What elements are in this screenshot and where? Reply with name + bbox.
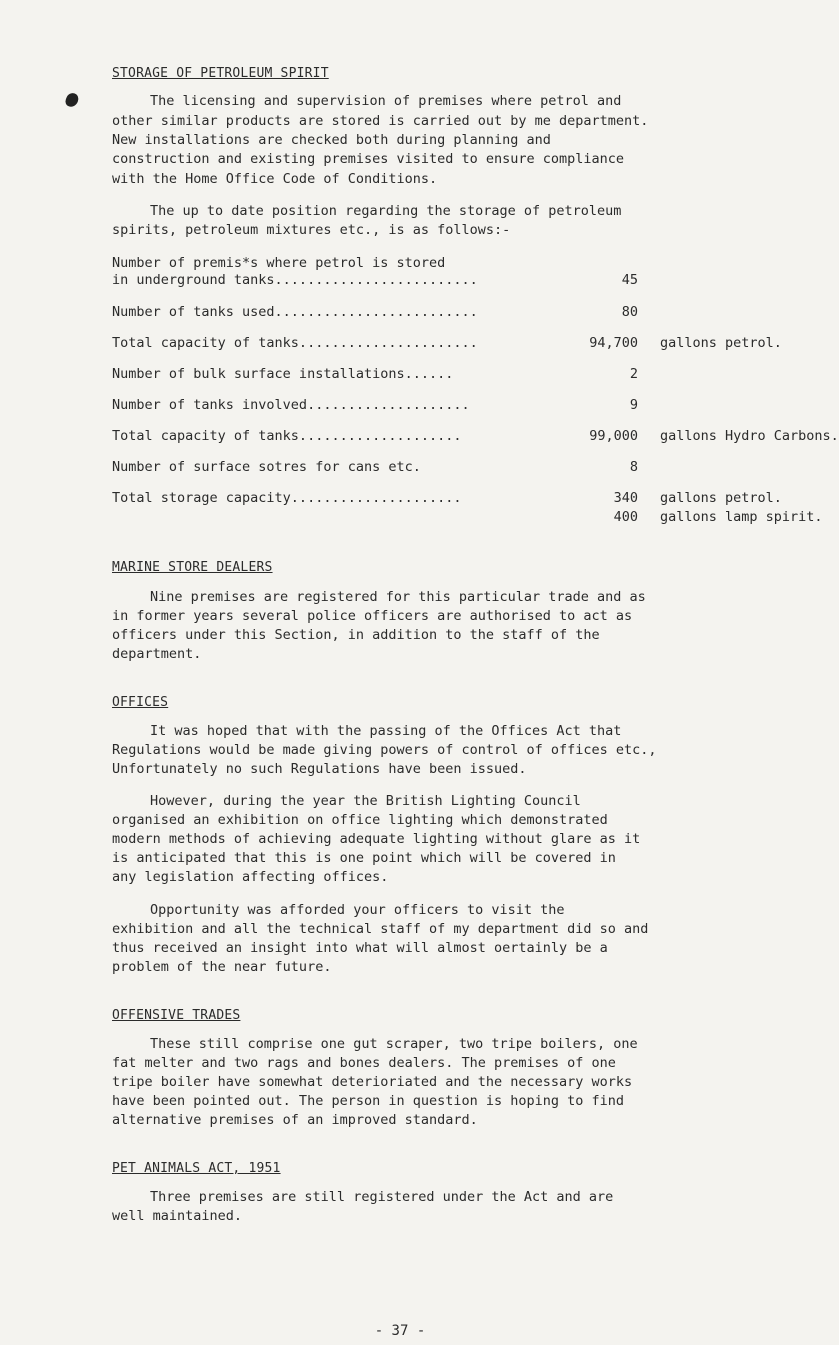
stats-row	[112, 304, 802, 324]
offices-para1-line3: Unfortunately no such Regulations have been issued.	[112, 761, 527, 777]
stats-label: Total capacity of tanks......................	[112, 335, 478, 351]
marine-line1: Nine premises are registered for this particular trade and as	[150, 589, 646, 605]
stats-unit: gallons Hydro Carbons.	[660, 428, 839, 444]
heading-offices: OFFICES	[112, 695, 169, 710]
petroleum-para1-line2: other similar products are stored is carried out by me department.	[112, 113, 649, 129]
stats-label: Number of bulk surface installations......	[112, 366, 454, 382]
offices-para1-line1: It was hoped that with the passing of the Offices Act that	[150, 723, 622, 739]
heading-marine: MARINE STORE DEALERS	[112, 560, 273, 575]
stats-value: 400	[613, 509, 638, 525]
stats-label: Number of surface sotres for cans etc.	[112, 459, 421, 475]
stats-row	[112, 272, 802, 292]
offensive-line2: fat melter and two rags and bones dealers. The premises of one	[112, 1055, 616, 1071]
offices-para2-line3: modern methods of achieving adequate lighting without glare as it	[112, 831, 641, 847]
stats-value: 2	[629, 366, 638, 382]
stats-value: 99,000	[589, 428, 638, 444]
stats-value: 8	[629, 459, 638, 475]
stats-value: 9	[629, 397, 638, 413]
stats-value: 80	[621, 304, 638, 320]
stats-row	[112, 428, 839, 448]
stats-label: Number of tanks used.........................	[112, 304, 478, 320]
heading-offensive-trades: OFFENSIVE TRADES	[112, 1008, 241, 1023]
stats-row	[112, 335, 802, 355]
marine-line2: in former years several police officers are authorised to act as	[112, 608, 633, 624]
offices-para2-line5: any legislation affecting offices.	[112, 869, 389, 885]
stats-unit: gallons lamp spirit.	[660, 509, 823, 525]
punch-hole-mark	[64, 91, 80, 108]
offensive-line5: alternative premises of an improved standard.	[112, 1112, 478, 1128]
offices-para2-line4: is anticipated that this is one point which will be covered in	[112, 850, 616, 866]
offices-para1-line2: Regulations would be made giving powers of control of offices etc.,	[112, 742, 657, 758]
offices-para2-line2: organised an exhibition on office lighting which demonstrated	[112, 812, 608, 828]
petroleum-para1-line5: with the Home Office Code of Conditions.	[112, 171, 438, 187]
offices-para3-line4: problem of the near future.	[112, 959, 332, 975]
petroleum-para1-line3: New installations are checked both during planning and	[112, 132, 551, 148]
stats-row	[112, 397, 802, 417]
heading-pet-animals: PET ANIMALS ACT, 1951	[112, 1161, 281, 1176]
stats-unit: gallons petrol.	[660, 335, 782, 351]
pets-line2: well maintained.	[112, 1208, 243, 1224]
stats-label: Total storage capacity.....................	[112, 490, 462, 506]
offices-para3-line3: thus received an insight into what will almost oertainly be a	[112, 940, 608, 956]
stats-row	[112, 509, 823, 529]
marine-line4: department.	[112, 646, 202, 662]
stats-label: Total capacity of tanks....................	[112, 428, 462, 444]
stats-value: 45	[621, 272, 638, 288]
petroleum-para1-line4: construction and existing premises visited to ensure compliance	[112, 151, 625, 167]
offensive-line1: These still comprise one gut scraper, two tripe boilers, one	[150, 1036, 638, 1052]
offensive-line3: tripe boiler have somewhat deterioriated and the necessary works	[112, 1074, 633, 1090]
stats-intro: Number of premis*s where petrol is stored	[112, 255, 446, 271]
offensive-line4: have been pointed out. The person in question is hoping to find	[112, 1093, 625, 1109]
petroleum-para2-line1: The up to date position regarding the storage of petroleum	[150, 203, 622, 219]
stats-label: in underground tanks.........................	[112, 272, 478, 288]
stats-row	[112, 459, 802, 479]
pets-line1: Three premises are still registered under the Act and are	[150, 1189, 614, 1205]
stats-row	[112, 490, 802, 510]
stats-value: 94,700	[589, 335, 638, 351]
petroleum-para1-line1: The licensing and supervision of premises where petrol and	[150, 93, 622, 109]
offices-para3-line1: Opportunity was afforded your officers to visit the	[150, 902, 565, 918]
marine-line3: officers under this Section, in addition to the staff of the	[112, 627, 600, 643]
stats-value: 340	[613, 490, 638, 506]
stats-row	[112, 366, 802, 386]
page-number: - 37 -	[374, 1323, 426, 1339]
heading-petroleum: STORAGE OF PETROLEUM SPIRIT	[112, 66, 329, 81]
stats-unit: gallons petrol.	[660, 490, 782, 506]
stats-label: Number of tanks involved....................	[112, 397, 470, 413]
offices-para3-line2: exhibition and all the technical staff of my department did so and	[112, 921, 649, 937]
offices-para2-line1: However, during the year the British Lighting Council	[150, 793, 581, 809]
petroleum-para2-line2: spirits, petroleum mixtures etc., is as follows:-	[112, 222, 511, 238]
